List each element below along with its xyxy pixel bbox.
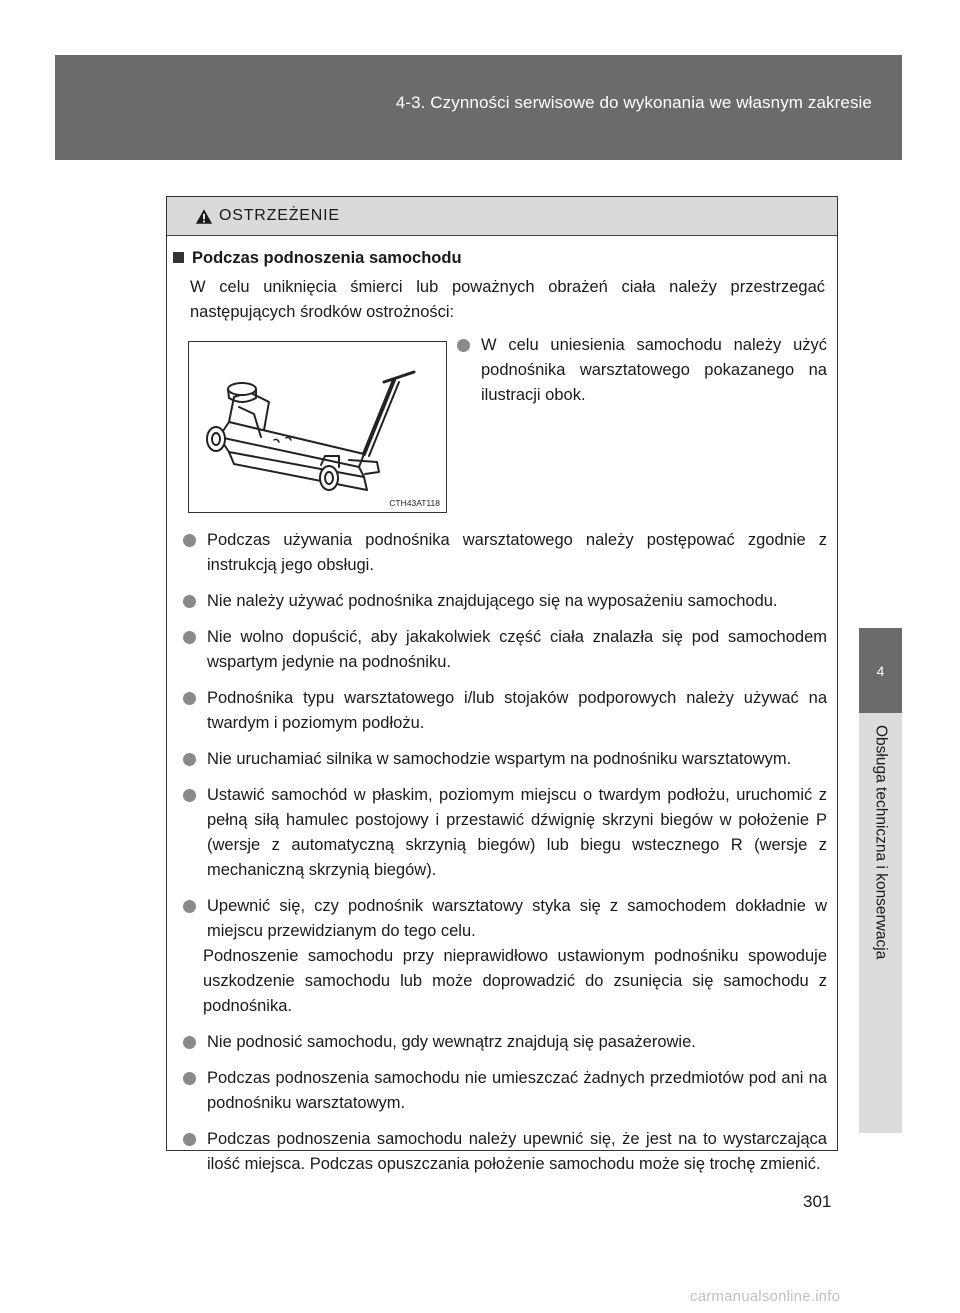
bullet-dot-icon — [183, 631, 196, 644]
bullet-dot-icon — [183, 534, 196, 547]
warning-triangle-icon — [195, 208, 213, 225]
section-title — [173, 249, 462, 268]
list-item: Nie podnosić samochodu, gdy wewnątrz znajdują się pasażerowie. — [183, 1030, 827, 1055]
bullet-dot-icon — [183, 1036, 196, 1049]
warning-title: OSTRZEŻENIE — [219, 207, 340, 224]
list-item: Podczas używania podnośnika warsztatowego należy postępować zgodnie z instrukcją jego obsługi. — [183, 528, 827, 578]
list-item: Nie uruchamiać silnika w samochodzie wspartym na podnośniku warsztatowym. — [183, 747, 827, 772]
bullet-dot-icon — [183, 900, 196, 913]
figure-caption: CTH43AT118 — [389, 498, 440, 508]
bullet-dot-icon — [183, 1133, 196, 1146]
watermark: carmanualsonline.info — [690, 1288, 841, 1305]
bullet-dot-icon — [183, 1072, 196, 1085]
square-bullet-icon — [173, 252, 184, 263]
bullet-dot-icon — [183, 753, 196, 766]
list-item: Upewnić się, czy podnośnik warsztatowy styka się z samochodem dokładnie w miejscu przewidzianym do tego celu. Podnoszenie samochodu przy nieprawidłowo ustawionym podnośniku spowoduje uszkodzenie samochodu lub może doprowadzić do zsunięcia się samochodu z podnośnika. — [183, 894, 827, 1019]
chapter-tab-label — [859, 713, 902, 1133]
bullet-dot-icon — [183, 692, 196, 705]
section-title-text: Podczas podnoszenia samochodu — [192, 249, 462, 267]
chapter-tab-text: Obsługa techniczna i konserwacja — [872, 725, 890, 960]
jack-illustration — [188, 341, 447, 513]
header-band — [55, 55, 902, 160]
warning-bullet-list — [183, 528, 827, 1188]
side-bullet-list — [457, 333, 827, 419]
list-item: Podczas podnoszenia samochodu należy upewnić się, że jest na to wystarczająca ilość miejsca. Podczas opuszczania położenie samochodu może się trochę zmienić. — [183, 1127, 827, 1177]
list-item: W celu uniesienia samochodu należy użyć podnośnika warsztatowego pokazanego na ilustracji obok. — [457, 333, 827, 408]
page-number: 301 — [803, 1192, 832, 1211]
list-item: Ustawić samochód w płaskim, poziomym miejscu o twardym podłożu, uruchomić z pełną siłą hamulec postojowy i przestawić dźwignię skrzyni biegów w położenie P (wersje z automatyczną skrzynią biegów) lub biegu wstecznego R (wersje z mechaniczną skrzynią biegów). — [183, 783, 827, 883]
bullet-dot-icon — [183, 789, 196, 802]
list-item: Nie wolno dopuścić, aby jakakolwiek część ciała znalazła się pod samochodem wspartym jedynie na podnośniku. — [183, 625, 827, 675]
bullet-dot-icon — [457, 339, 470, 352]
warning-box — [166, 196, 838, 1173]
bullet-dot-icon — [183, 595, 196, 608]
intro-text: W celu uniknięcia śmierci lub poważnych obrażeń ciała należy przestrzegać następujących środków ostrożności: — [190, 278, 825, 321]
section-header-title: 4-3. Czynności serwisowe do wykonania we własnym zakresie — [395, 93, 872, 112]
floor-jack-icon — [189, 342, 446, 512]
list-item: Podnośnika typu warsztatowego i/lub stojaków podporowych należy używać na twardym i poziomym podłożu. — [183, 686, 827, 736]
bullet-note: Podnoszenie samochodu przy nieprawidłowo ustawionym podnośniku spowoduje uszkodzenie samochodu lub może doprowadzić do zsunięcia się samochodu z podnośnika. — [203, 947, 827, 1015]
warning-header — [167, 197, 837, 236]
list-item: Nie należy używać podnośnika znajdującego się na wyposażeniu samochodu. — [183, 589, 827, 614]
list-item: Podczas podnoszenia samochodu nie umieszczać żadnych przedmiotów pod ani na podnośniku warsztatowym. — [183, 1066, 827, 1116]
chapter-tab-number: 4 — [859, 628, 902, 713]
